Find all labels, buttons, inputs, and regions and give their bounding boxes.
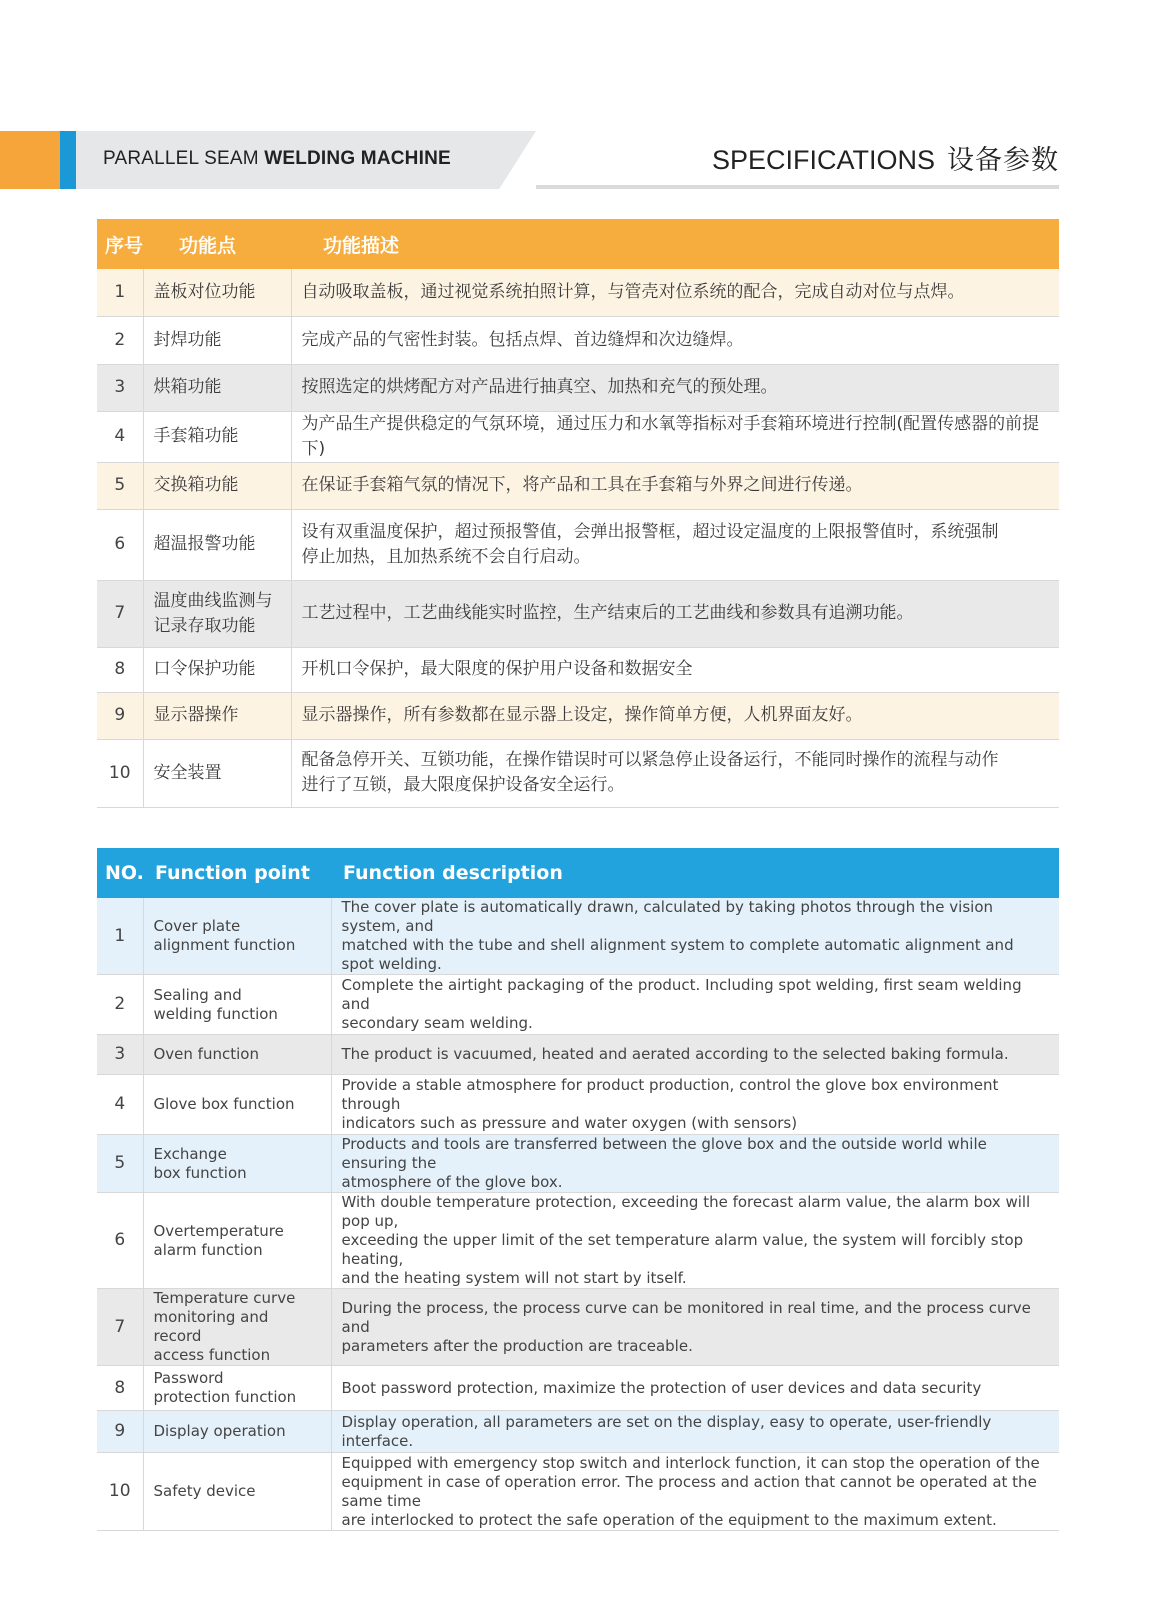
section-title-en: SPECIFICATIONS: [711, 145, 935, 175]
table-row: [97, 411, 1059, 462]
table-row: [97, 1289, 1059, 1366]
row-number: 3: [114, 1044, 126, 1064]
table-row: [97, 1135, 1059, 1193]
row-number: 5: [114, 475, 126, 495]
row-function-description: Products and tools are transferred between the glove box and the outside world while ensuring the atmosphere of the glove box.: [341, 1135, 987, 1191]
row-function-point: 超温报警功能: [153, 534, 256, 554]
row-function-description: Equipped with emergency stop switch and interlock function, it can stop the operation of the equipment in case of operation error. The process and action that cannot be operated at the same time are interlocked to protect the safe operation of the equipment to the maximum extent.: [341, 1453, 1040, 1529]
table-row: [97, 580, 1059, 647]
row-function-point: Display operation: [153, 1422, 286, 1440]
header-orange-block: [0, 131, 60, 189]
table-row: [97, 1366, 1059, 1411]
table-row: [97, 1035, 1059, 1075]
table-row: [97, 316, 1059, 364]
row-number: 7: [114, 603, 126, 623]
row-function-point: 手套箱功能: [153, 426, 239, 446]
row-number: 4: [114, 426, 126, 446]
row-function-description: 开机口令保护，最大限度的保护用户设备和数据安全: [301, 659, 693, 679]
row-function-description: Complete the airtight packaging of the product. Including spot welding, first seam welding and secondary seam welding.: [341, 976, 1022, 1032]
row-function-description: During the process, the process curve can be monitored in real time, and the process curve and parameters after the production are traceable.: [341, 1298, 1031, 1355]
row-function-description: 为产品生产提供稳定的气氛环境，通过压力和水氧等指标对手套箱环境进行控制(配置传感器的前提下): [301, 413, 1040, 459]
row-function-description: 设有双重温度保护，超过预报警值，会弹出报警框，超过设定温度的上限报警值时，系统强制 停止加热，且加热系统不会自行启动。: [301, 521, 999, 567]
row-function-description: Provide a stable atmosphere for product production, control the glove box environment through indicators such as pressure and water oxygen (with sensors): [341, 1076, 999, 1132]
table-row: [97, 647, 1059, 692]
row-number: 2: [114, 994, 126, 1014]
row-function-description: 显示器操作，所有参数都在显示器上设定，操作简单方便，人机界面友好。: [301, 705, 863, 725]
product-title-regular: PARALLEL SEAM: [103, 148, 265, 169]
row-function-point: Temperature curve monitoring and record access function: [153, 1289, 296, 1364]
col-header-no: 序号: [105, 234, 144, 257]
table-row: [97, 509, 1059, 580]
row-function-point: 盖板对位功能: [153, 281, 256, 302]
row-function-point: 烘箱功能: [153, 377, 222, 397]
header-underline: [536, 185, 1059, 189]
section-title-zh: 设备参数: [947, 145, 1059, 175]
row-function-point: Password protection function: [153, 1369, 297, 1406]
table-header-row: [97, 848, 1059, 898]
row-function-point: Sealing and welding function: [153, 985, 278, 1023]
table-header-row: [97, 219, 1059, 269]
row-number: 10: [108, 762, 131, 783]
row-function-description: 工艺过程中，工艺曲线能实时监控，生产结束后的工艺曲线和参数具有追溯功能。: [301, 603, 914, 623]
row-number: 9: [114, 1421, 126, 1441]
table-row: [97, 898, 1059, 975]
row-function-point: 封焊功能: [153, 329, 222, 350]
table-row: [97, 975, 1059, 1035]
row-number: 5: [114, 1153, 126, 1173]
table-row: [97, 1075, 1059, 1135]
row-function-point: Glove box function: [153, 1095, 295, 1113]
table-row: [97, 269, 1059, 316]
table-row: [97, 1193, 1059, 1289]
row-number: 6: [114, 534, 126, 554]
col-header-desc: Function description: [343, 862, 563, 884]
row-function-point: 显示器操作: [153, 705, 239, 725]
row-function-description: 在保证手套箱气氛的情况下，将产品和工具在手套箱与外界之间进行传递。: [301, 475, 863, 495]
spec-table-chinese: [97, 219, 1059, 808]
col-header-point: Function point: [155, 862, 310, 884]
row-number: 1: [114, 281, 126, 302]
section-title: [712, 138, 1059, 177]
row-function-point: 交换箱功能: [153, 475, 239, 495]
row-number: 9: [114, 705, 126, 725]
row-number: 7: [114, 1316, 126, 1337]
table-row: [97, 692, 1059, 739]
row-function-description: The cover plate is automatically drawn, calculated by taking photos through the vision system, and matched with the tube and shell alignment system to complete automatic alignment and spot welding.: [341, 898, 1014, 973]
table-row: [97, 1453, 1059, 1531]
spec-table-english: [97, 848, 1059, 1531]
row-number: 6: [114, 1230, 126, 1250]
row-number: 8: [114, 1377, 126, 1398]
row-number: 4: [114, 1094, 126, 1114]
header-blue-stripe: [60, 131, 76, 189]
table-row: [97, 1411, 1059, 1453]
row-number: 2: [114, 329, 126, 350]
row-function-point: 安全装置: [153, 762, 222, 783]
col-header-point: 功能点: [179, 234, 237, 257]
col-header-no: NO.: [105, 862, 144, 884]
row-function-point: 温度曲线监测与 记录存取功能: [153, 590, 273, 636]
row-function-point: Exchange box function: [153, 1144, 247, 1182]
row-number: 8: [114, 659, 126, 679]
table-row: [97, 462, 1059, 509]
row-number: 10: [108, 1481, 131, 1501]
row-number: 3: [114, 377, 126, 397]
row-function-description: 按照选定的烘烤配方对产品进行抽真空、加热和充气的预处理。: [301, 377, 778, 397]
table-row: [97, 364, 1059, 411]
row-function-description: 自动吸取盖板，通过视觉系统拍照计算，与管壳对位系统的配合，完成自动对位与点焊。: [301, 281, 965, 302]
product-title-bold: WELDING MACHINE: [264, 148, 451, 169]
table-row: [97, 739, 1059, 807]
col-header-desc: 功能描述: [323, 234, 400, 257]
row-function-point: Overtemperature alarm function: [153, 1221, 284, 1259]
row-function-description: With double temperature protection, exceeding the forecast alarm value, the alarm box will pop up, exceeding the upper limit of the set temperature alarm value, the system will forcibly stop heating, and the heating system will not start by itself.: [341, 1193, 1031, 1287]
product-title: [103, 148, 451, 170]
row-function-point: Safety device: [153, 1482, 256, 1500]
row-function-description: Boot password protection, maximize the protection of user devices and data security: [341, 1378, 982, 1397]
row-function-description: 配备急停开关、互锁功能，在操作错误时可以紧急停止设备运行，不能同时操作的流程与动作 进行了互锁，最大限度保护设备安全运行。: [301, 750, 999, 795]
row-function-point: Cover plate alignment function: [153, 917, 296, 954]
row-function-description: Display operation, all parameters are set on the display, easy to operate, user-friendly interface.: [341, 1412, 992, 1450]
row-function-description: 完成产品的气密性封装。包括点焊、首边缝焊和次边缝焊。: [301, 329, 744, 350]
row-function-point: Oven function: [153, 1045, 259, 1063]
row-number: 1: [114, 925, 126, 946]
row-function-point: 口令保护功能: [153, 659, 256, 679]
row-function-description: The product is vacuumed, heated and aerated according to the selected baking formula.: [341, 1045, 1009, 1063]
